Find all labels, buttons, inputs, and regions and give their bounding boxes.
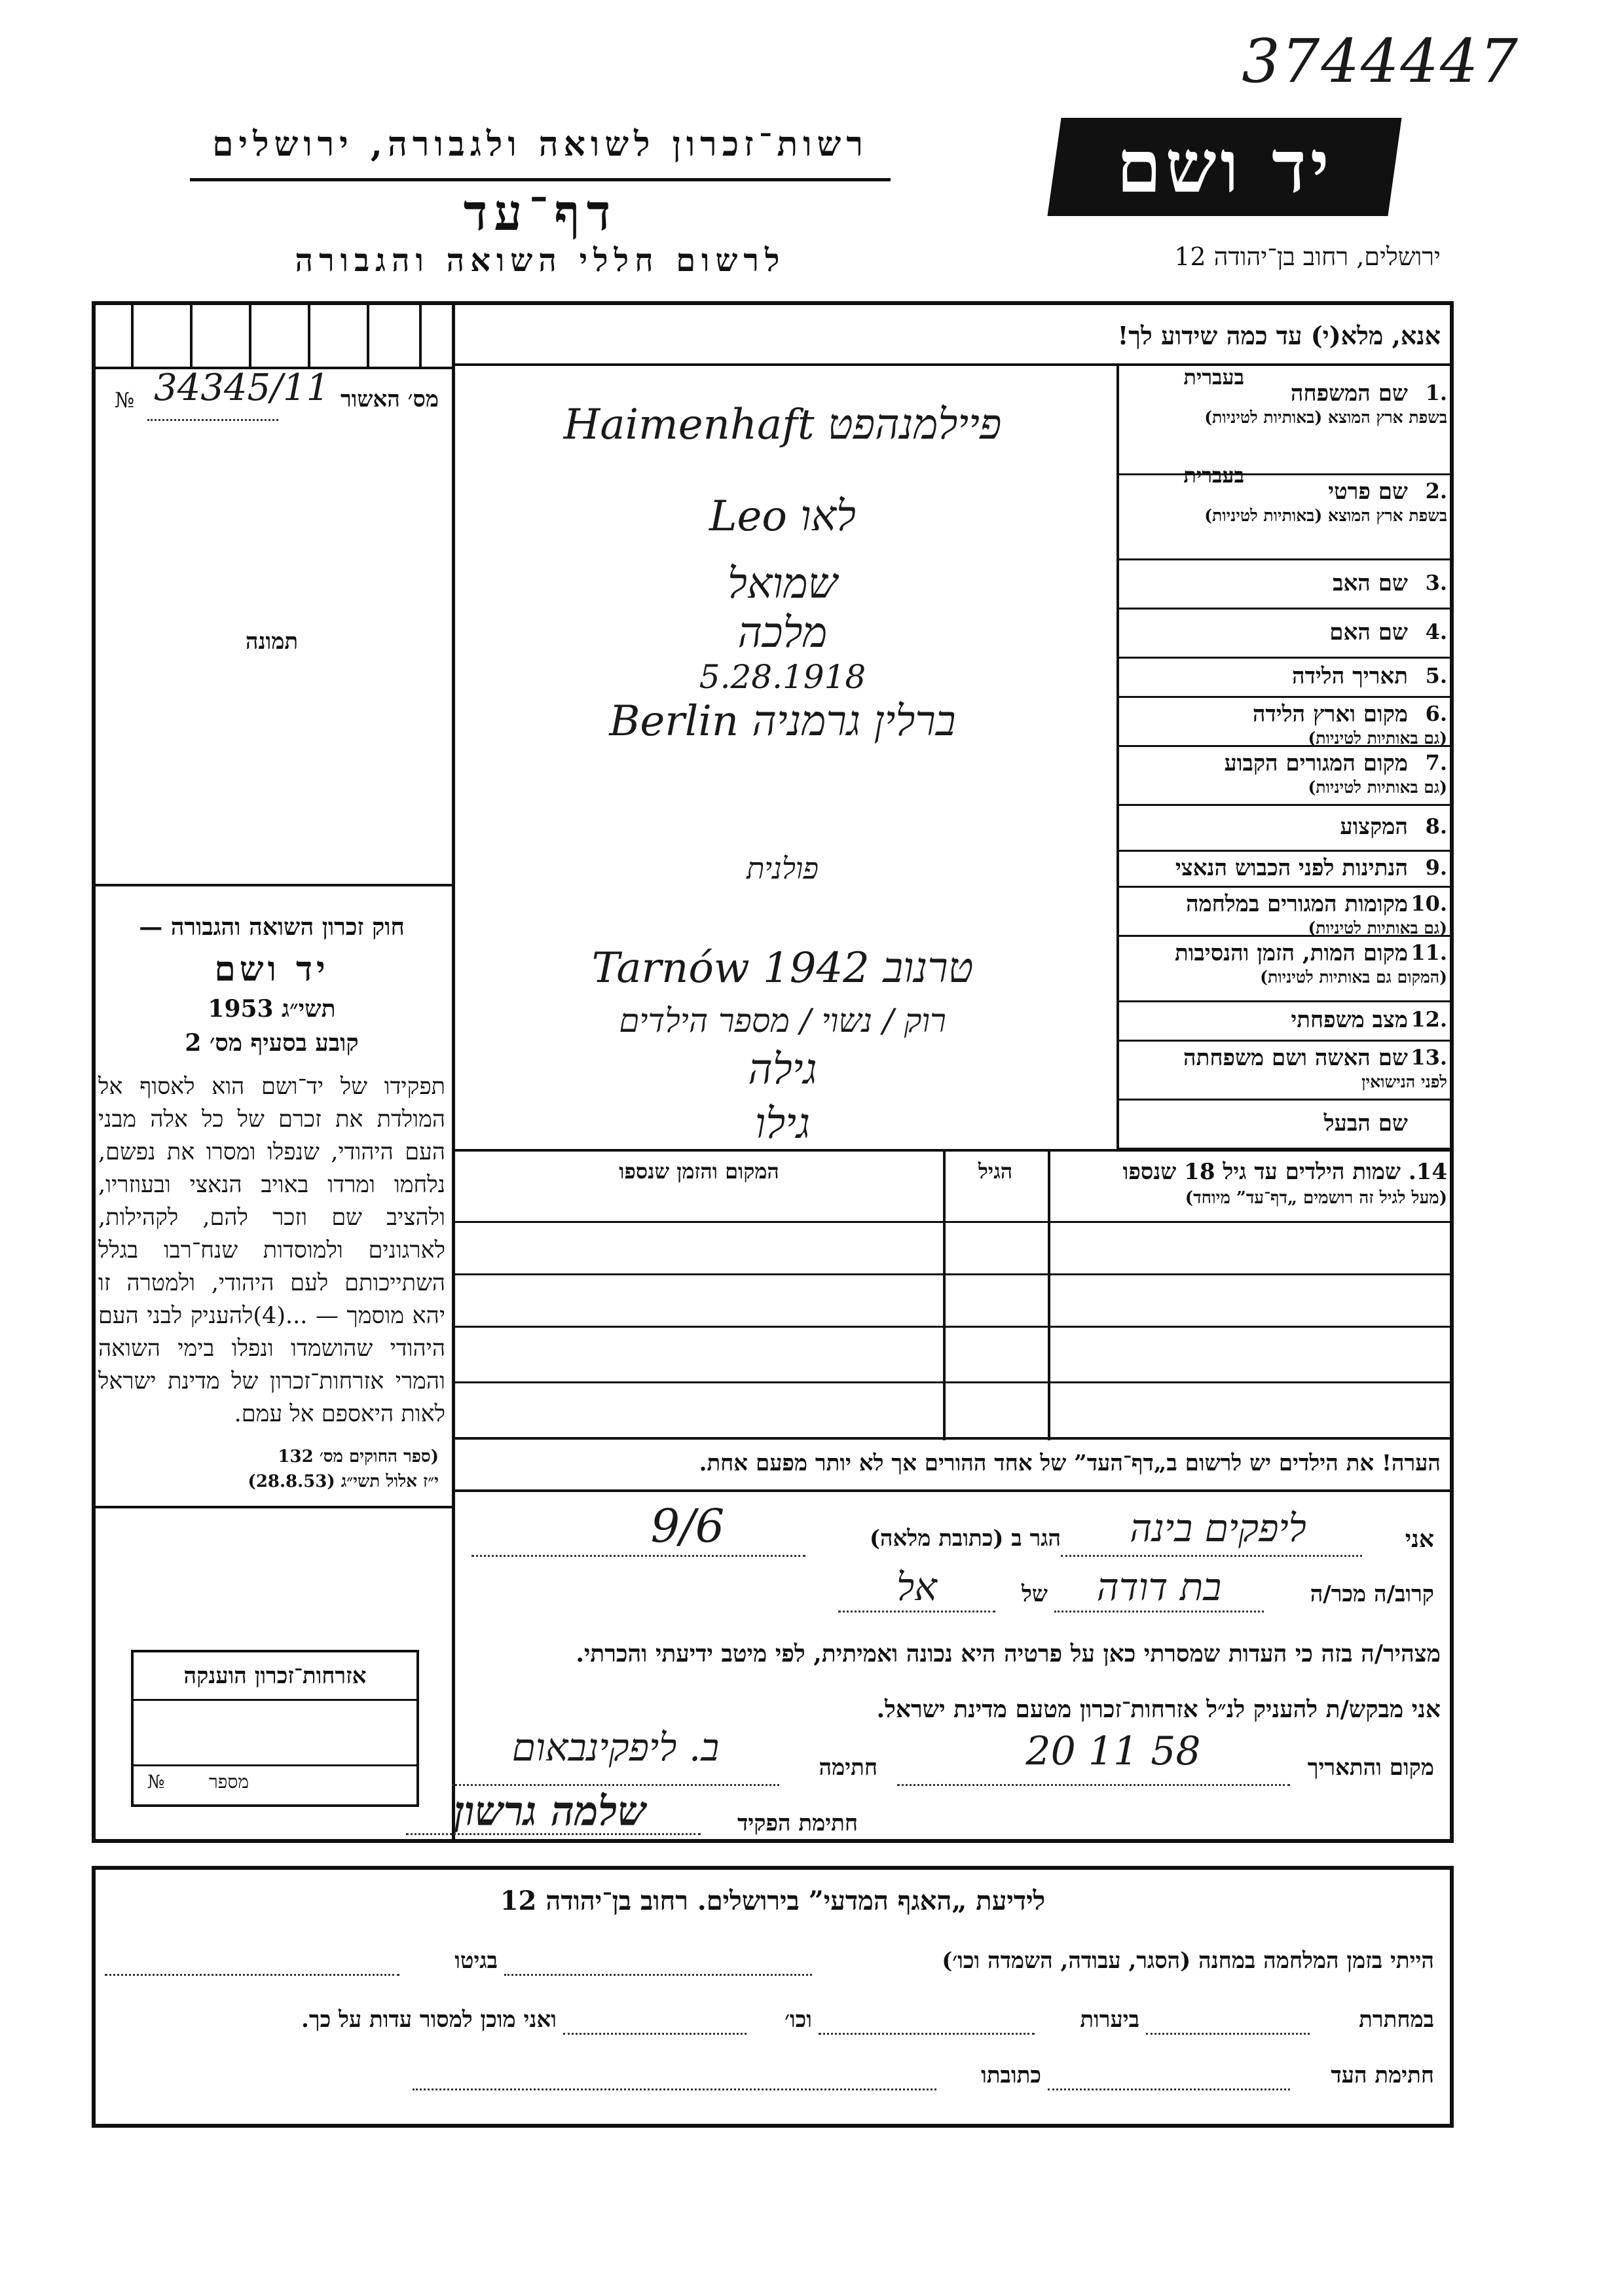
field-row: [455, 1100, 1454, 1149]
law-title: חוק זכרון השואה והגבורה —: [139, 913, 405, 941]
footer-line1-dots-a: [504, 1974, 812, 1976]
field-label: מצב משפחתי: [1291, 1007, 1408, 1033]
header-address: ירושלים, רחוב בן־יהודה 12: [1174, 242, 1441, 271]
decl-signature-label: חתימה: [819, 1755, 877, 1781]
field-number: 3.: [1425, 570, 1447, 595]
decl-i-value: ליפקים בינה: [1130, 1506, 1306, 1550]
footer-line3-a: חתימת העד: [1331, 2062, 1434, 2088]
decl-resides: הגר ב (כתובת מלאה): [869, 1525, 1061, 1552]
decl-statement: מצהיר/ה בזה כי העדות שמסרתי כאן על פרטיה היא נכונה ואמיתית, לפי מיטב ידיעתי והכרתי.: [576, 1640, 1441, 1667]
children-row-2: [455, 1273, 1454, 1275]
field-label: שם פרטי: [1328, 479, 1408, 505]
law-name: יד ושם: [214, 949, 329, 989]
field-label: מקומות המגורים במלחמה: [1185, 891, 1408, 917]
logo-text: יד ושם: [1116, 124, 1333, 209]
field-label: שם הבעל: [1323, 1110, 1408, 1137]
decl-officer-label: חתימת הפקיד: [737, 1810, 858, 1836]
tick-5: [367, 301, 369, 367]
field-note: (גם באותיות לטיניות): [1308, 729, 1447, 748]
children-row-3: [455, 1326, 1454, 1328]
tick-2: [190, 301, 193, 367]
law-text: תפקידו של יד־ושם הוא לאסוף אל המולדת את זכרם של כל אלה מבני העם היהודי, שנפלו ומסרו את נפשם, נלחמו ומרדו באויב הנאצי ובעוזריו, ולהציב שם וזכר להם, לקהילות, לארגונים ולמוסדות שנח־רבו בגלל השתייכותם לעם היהודי, ולמטרה זו יהא מוסמך — ...(4)להעניק לבני העם היהודי שהושמדו ונפלו בימי השואה והמרי אזרחות־זכרון של מדינת ישראל לאות היאספם אל עמם.: [98, 1074, 445, 1427]
decl-relative-line: [1054, 1611, 1264, 1613]
field-label: שם האב: [1333, 570, 1408, 596]
field-label: הנתינות לפני הכבוש הנאצי: [1175, 855, 1408, 881]
decl-place-date-label: מקום והתאריך: [1307, 1755, 1434, 1781]
decl-address-line: [471, 1555, 805, 1557]
field-number: 2.: [1425, 479, 1447, 503]
field-value: מלכה: [737, 609, 828, 657]
field-row: [455, 851, 1454, 887]
header-rule: [190, 178, 891, 181]
cert-number: 34345/11: [154, 367, 330, 409]
citizenship-title: אזרחות־זכרון הוענקה: [183, 1663, 367, 1689]
field-label: מקום המות, הזמן והנסיבות: [1174, 940, 1408, 966]
children-col-1: [1048, 1149, 1050, 1440]
law-clause: קובע בסעיף מס׳ 2: [185, 1029, 359, 1057]
field-value: 5.28.1918: [699, 658, 866, 696]
archive-number: 3744447: [1242, 26, 1519, 96]
tick-6: [419, 301, 422, 367]
footer-line2-a: במחתרת: [1359, 2007, 1434, 2033]
field-row: [455, 1002, 1454, 1041]
law-ref-2: י״ז אלול תשי״ג (28.8.53): [248, 1472, 439, 1491]
field-value: רוק / נשוי / מספר הילדים: [619, 1002, 946, 1040]
cert-no-sign: №: [115, 388, 135, 412]
footer-line2-dots-b: [819, 2033, 1035, 2035]
field-number: 10.: [1411, 891, 1447, 916]
decl-place-date-value: 20 11 58: [1025, 1728, 1201, 1774]
field-row: [455, 365, 1454, 475]
field-tag: בעברית: [1183, 463, 1244, 488]
form-title: דף־עד: [463, 183, 618, 242]
field-row: [455, 697, 1454, 746]
children-top-rule: [455, 1149, 1454, 1152]
footer-line2-b: ביערות: [1080, 2007, 1139, 2033]
field-note: בשפת ארץ המוצא (באותיות לטיניות): [1204, 408, 1447, 427]
decl-of-value: אל: [896, 1565, 937, 1609]
citizenship-title-rule: [131, 1699, 419, 1701]
field-note: (גם באותיות לטיניות): [1308, 778, 1447, 797]
footer-line2-dots-a: [1146, 2033, 1310, 2035]
field-row: [455, 463, 1454, 560]
field-value: Haimenhaft פיילמנהפט: [563, 401, 1002, 449]
field-value: Berlin ברלין גרמניה: [609, 697, 956, 746]
field-label: שם האשה ושם משפחתה: [1183, 1045, 1408, 1071]
field-label: שם האם: [1329, 619, 1408, 646]
children-table-label: 14. שמות הילדים עד גיל 18 שנספו: [1122, 1159, 1447, 1185]
field-number: 11.: [1411, 940, 1447, 965]
field-label: שם המשפחה: [1290, 380, 1408, 407]
decl-request: אני מבקש/ת להעניק לנ״ל אזרחות־זכרון מטעם מדינת ישראל.: [876, 1696, 1441, 1723]
field-label: מקום המגורים הקבוע: [1224, 750, 1408, 776]
children-col-place: המקום והזמן שנספו: [619, 1159, 779, 1184]
footer-line3-dots-b: [413, 2088, 936, 2090]
field-tag: בעברית: [1183, 365, 1244, 390]
footer-line1-a: הייתי בזמן המלחמה במחנה (הסגר, עבודה, השמדה וכו׳): [942, 1948, 1434, 1974]
children-table-note: (מעל לגיל זה רושמים „דף־עד” מיוחד): [1185, 1188, 1447, 1208]
photo-label: תמונה: [245, 629, 299, 655]
field-note: בשפת ארץ המוצא (באותיות לטיניות): [1204, 506, 1447, 525]
yad-vashem-logo: [1047, 118, 1401, 216]
field-note: (גם באותיות לטיניות): [1308, 919, 1447, 938]
field-number: 9.: [1425, 855, 1447, 880]
decl-relative-label: קרוב/ה מכר/ה: [1310, 1581, 1434, 1607]
citizenship-no-rule: [131, 1764, 419, 1766]
decl-signature-line: [452, 1784, 779, 1786]
law-year: [98, 995, 445, 1023]
field-number: 8.: [1425, 814, 1447, 839]
footer-line1-b: בגיטו: [454, 1948, 498, 1974]
authority-title: רשות־זכרון לשואה ולגבורה, ירושלים: [212, 124, 868, 164]
field-row: [455, 1041, 1454, 1100]
decl-place-date-line: [897, 1784, 1290, 1786]
tick-4: [308, 301, 310, 367]
cert-dotline: [147, 419, 278, 421]
footer-line3-b: כתובתו: [981, 2062, 1041, 2088]
children-row-4: [455, 1381, 1454, 1383]
footer-line2-dots-c: [563, 2033, 747, 2035]
field-row: [455, 609, 1454, 658]
law-bottom-rule: [92, 1506, 455, 1508]
field-value: גילו: [754, 1100, 811, 1148]
field-number: 4.: [1425, 619, 1447, 644]
cert-label: מס׳ האשור: [340, 386, 439, 412]
citizenship-no-sign: №: [147, 1771, 165, 1793]
field-row: [455, 746, 1454, 805]
children-row-1: [455, 1221, 1454, 1223]
footer-line3-dots-a: [1048, 2088, 1290, 2090]
field-row: [455, 887, 1454, 936]
children-col-age: הגיל: [978, 1159, 1013, 1184]
tick-1: [131, 301, 134, 367]
decl-i-line: [1061, 1555, 1362, 1557]
decl-address-value: 9/6: [650, 1499, 725, 1553]
field-number: 1.: [1425, 380, 1447, 405]
field-note: לפני הנישואין: [1361, 1072, 1447, 1091]
children-col-2: [943, 1149, 946, 1440]
note-row: הערה! את הילדים יש לרשום ב„דף־העד” של אחד ההורים אך לא יותר מפעם אחת.: [699, 1450, 1441, 1476]
children-bottom-rule: [455, 1437, 1454, 1440]
field-label: המקצוע: [1340, 814, 1408, 840]
field-row: [455, 560, 1454, 609]
field-number: 13.: [1411, 1045, 1447, 1070]
instruction: אנא, מלא(י) עד כמה שידוע לך!: [1117, 321, 1441, 350]
field-value: פולנית: [746, 851, 819, 886]
field-number: 5.: [1425, 663, 1447, 688]
form-subtitle: לרשום חללי השואה והגבורה: [295, 242, 786, 279]
field-value: Tarnów טרנוב 1942: [591, 944, 974, 993]
field-value: Leo לאו: [709, 492, 856, 541]
field-value: שמואל: [728, 560, 838, 608]
footer-line2-d: ואני מוכן למסור עדות על כך.: [301, 2007, 557, 2033]
citizenship-no-label: מספר: [209, 1771, 249, 1793]
field-row: [455, 936, 1454, 1002]
field-label: תאריך הלידה: [1291, 663, 1408, 689]
field-row: [455, 658, 1454, 697]
field-number: 6.: [1425, 701, 1447, 726]
field-value: גילה: [748, 1046, 817, 1094]
field-row: [455, 805, 1454, 851]
footer-line1-dots-b: [105, 1974, 399, 1976]
decl-i-label: אני: [1405, 1525, 1434, 1553]
law-top-rule: [92, 884, 455, 886]
field-number: 12.: [1411, 1007, 1447, 1032]
law-year-num: 1953: [208, 995, 274, 1023]
footer-title: לידיעת „האגף המדעי” בירושלים. רחוב בן־יהודה 12: [500, 1886, 1046, 1916]
field-label: מקום וארץ הלידה: [1252, 701, 1408, 727]
field-number: 7.: [1425, 750, 1447, 775]
instruction-rule: [455, 363, 1454, 366]
decl-of-label: של: [1022, 1581, 1048, 1607]
decl-relative-value: בת דודה: [1096, 1565, 1222, 1609]
decl-signature-value: ב. ליפקינבאום: [511, 1725, 720, 1770]
decl-officer-value: שלמה גרשון: [454, 1787, 646, 1835]
decl-of-line: [838, 1611, 995, 1613]
law-ref-1: (ספר החוקים מס׳ 132: [278, 1447, 439, 1467]
field-note: (המקום גם באותיות לטיניות): [1260, 968, 1447, 987]
law-year-heb: תשי״ג: [282, 995, 336, 1023]
footer-line2-c: וכו׳: [784, 2007, 812, 2033]
tick-3: [249, 301, 251, 367]
note-rule: [455, 1489, 1454, 1492]
